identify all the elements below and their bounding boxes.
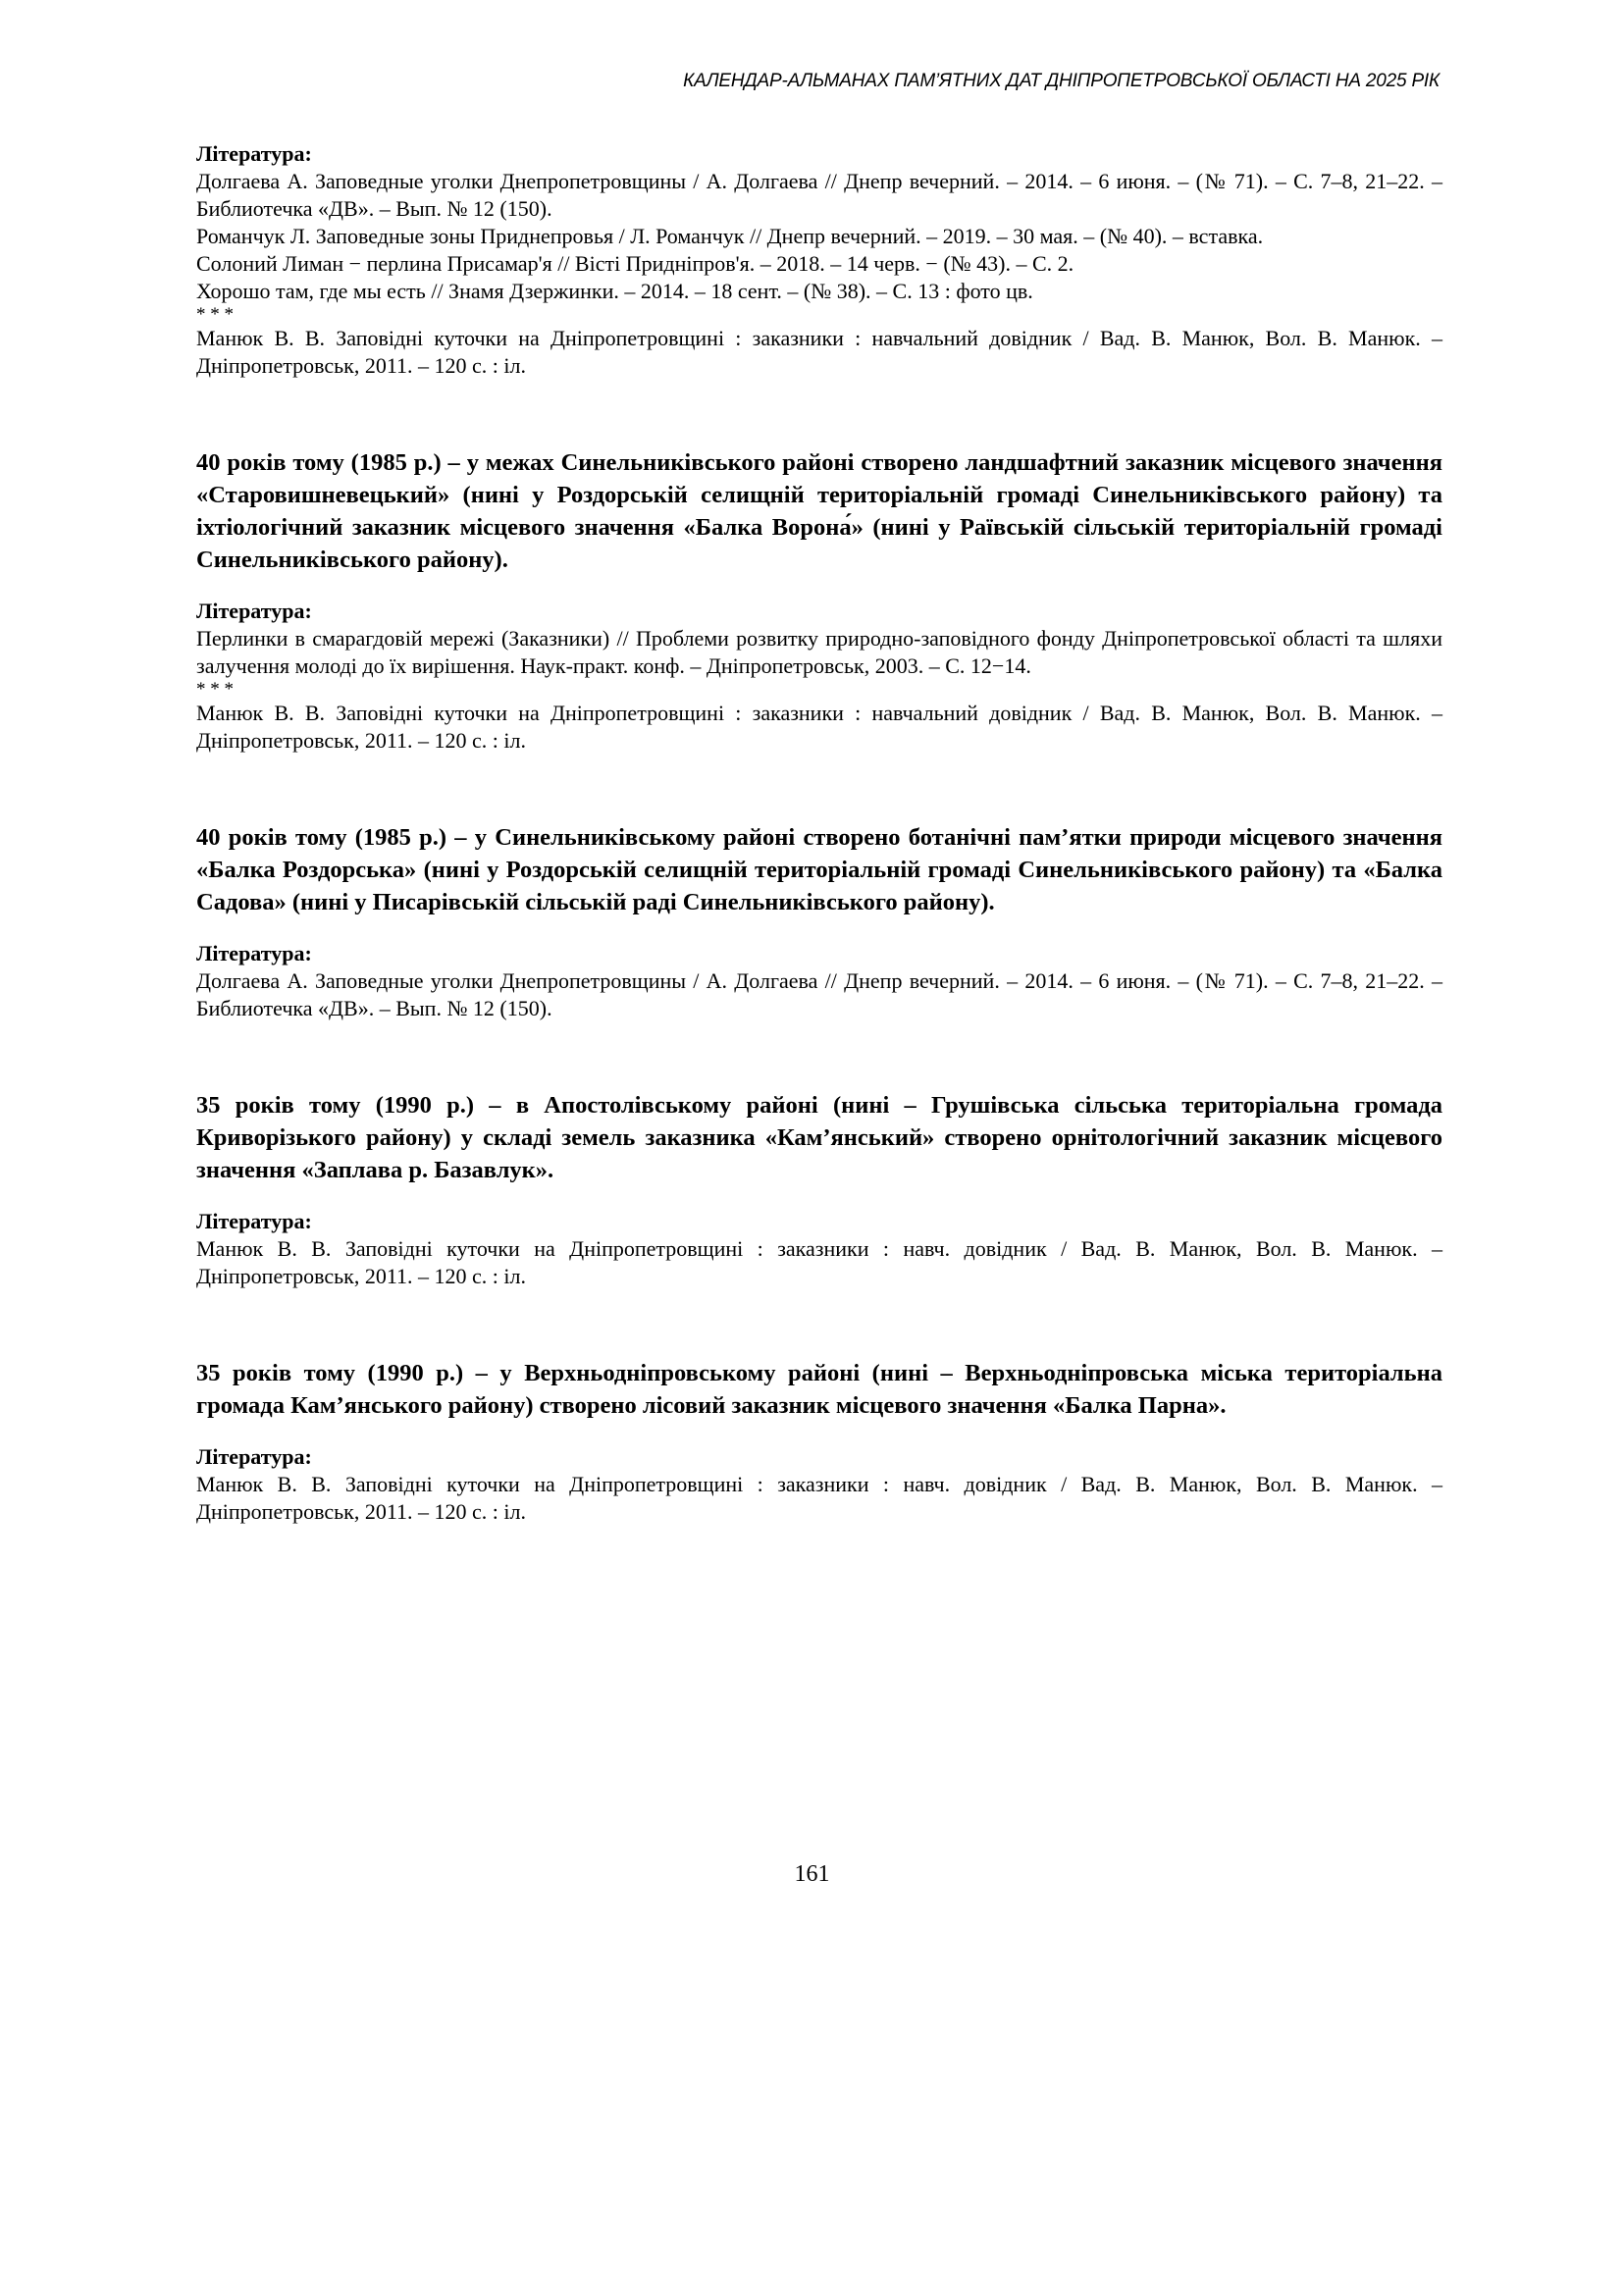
literature-label: Література:	[196, 599, 312, 623]
literature-label: Література:	[196, 1209, 312, 1233]
event-entry-1985-starovyshnevetskyi	[196, 446, 1442, 755]
literature-entry: Перлинки в смарагдовій мережі (Заказники) // Проблеми розвитку природно-заповідного фонду Дніпропетровської області та шляхи залучення молоді до їх вирішення. Наук-практ. конф. – Дніпропетровськ, 2003. – С. 12−14.	[196, 626, 1442, 678]
event-entry-1985-balka-rozdorska	[196, 821, 1442, 1022]
literature-entry: Долгаева А. Заповедные уголки Днепропетровщины / А. Долгаева // Днепр вечерний. – 2014. – 6 июня. – (№ 71). – С. 7–8, 21–22. – Библиотечка «ДВ». – Вып. № 12 (150).	[196, 968, 1442, 1020]
literature-label: Література:	[196, 141, 312, 166]
literature-label: Література:	[196, 1444, 312, 1469]
section-separator-stars: * * *	[196, 304, 234, 325]
event-heading: 40 років тому (1985 р.) – у межах Синельниківського районі створено ландшафтний заказник місцевого значення «Старовишневецький» (нині у Роздорській селищній територіальній громаді Синельниківського району) та іхтіологічний заказник місцевого значення «Балка Ворона́» (нині у Раївській сільській територіальній громаді Синельниківського району).	[196, 449, 1442, 573]
running-header: КАЛЕНДАР-АЛЬМАНАХ ПАМ’ЯТНИХ ДАТ ДНІПРОПЕТРОВСЬКОЇ ОБЛАСТІ НА 2025 РІК	[683, 71, 1440, 91]
event-entry-1990-balka-parna	[196, 1357, 1442, 1526]
event-entry-1990-zaplava-bazavluk	[196, 1089, 1442, 1290]
event-heading: 35 років тому (1990 р.) – у Верхньодніпровському районі (нині – Верхньодніпровська міська територіальна громада Кам’янського району) створено лісовий заказник місцевого значення «Балка Парна».	[196, 1360, 1442, 1419]
literature-entry: Манюк В. В. Заповідні куточки на Дніпропетровщині : заказники : навч. довідник / Вад. В. Манюк, Вол. В. Манюк. – Дніпропетровськ, 2011. – 120 с. : іл.	[196, 1472, 1442, 1524]
literature-entry: Хорошо там, где мы есть // Знамя Дзержинки. – 2014. – 18 сент. – (№ 38). – С. 13 : фото цв.	[196, 279, 1033, 303]
event-heading: 40 років тому (1985 р.) – у Синельниківському районі створено ботанічні пам’ятки природи місцевого значення «Балка Роздорська» (нині у Роздорській селищній територіальній громаді Синельниківського району) та «Балка Садова» (нині у Писарівській сільській раді Синельниківського району).	[196, 824, 1442, 915]
literature-entry: Манюк В. В. Заповідні куточки на Дніпропетровщині : заказники : навч. довідник / Вад. В. Манюк, Вол. В. Манюк. – Дніпропетровськ, 2011. – 120 с. : іл.	[196, 1236, 1442, 1288]
literature-section-1	[196, 140, 1442, 380]
section-separator-stars: * * *	[196, 679, 234, 700]
literature-entry: Манюк В. В. Заповідні куточки на Дніпропетровщині : заказники : навчальний довідник / Вад. В. Манюк, Вол. В. Манюк. – Дніпропетровськ, 2011. – 120 с. : іл.	[196, 701, 1442, 753]
literature-entry: Долгаева А. Заповедные уголки Днепропетровщины / А. Долгаева // Днепр вечерний. – 2014. – 6 июня. – (№ 71). – С. 7–8, 21–22. – Библиотечка «ДВ». – Вып. № 12 (150).	[196, 169, 1442, 221]
event-heading: 35 років тому (1990 р.) – в Апостолівському районі (нині – Грушівська сільська територіальна громада Криворізького району) у складі земель заказника «Кам’янський» створено орнітологічний заказник місцевого значення «Заплава р. Базавлук».	[196, 1092, 1442, 1183]
page-number: 161	[794, 1861, 830, 1887]
literature-entry: Манюк В. В. Заповідні куточки на Дніпропетровщині : заказники : навчальний довідник / Вад. В. Манюк, Вол. В. Манюк. – Дніпропетровськ, 2011. – 120 с. : іл.	[196, 326, 1442, 378]
page-content	[196, 140, 1442, 1526]
literature-entry: Романчук Л. Заповедные зоны Приднепровья / Л. Романчук // Днепр вечерний. – 2019. – 30 мая. – (№ 40). – вставка.	[196, 224, 1264, 248]
literature-label: Література:	[196, 941, 312, 965]
literature-entry: Солоний Лиман − перлина Присамар'я // Вісті Придніпров'я. – 2018. – 14 черв. − (№ 43). – С. 2.	[196, 251, 1074, 276]
